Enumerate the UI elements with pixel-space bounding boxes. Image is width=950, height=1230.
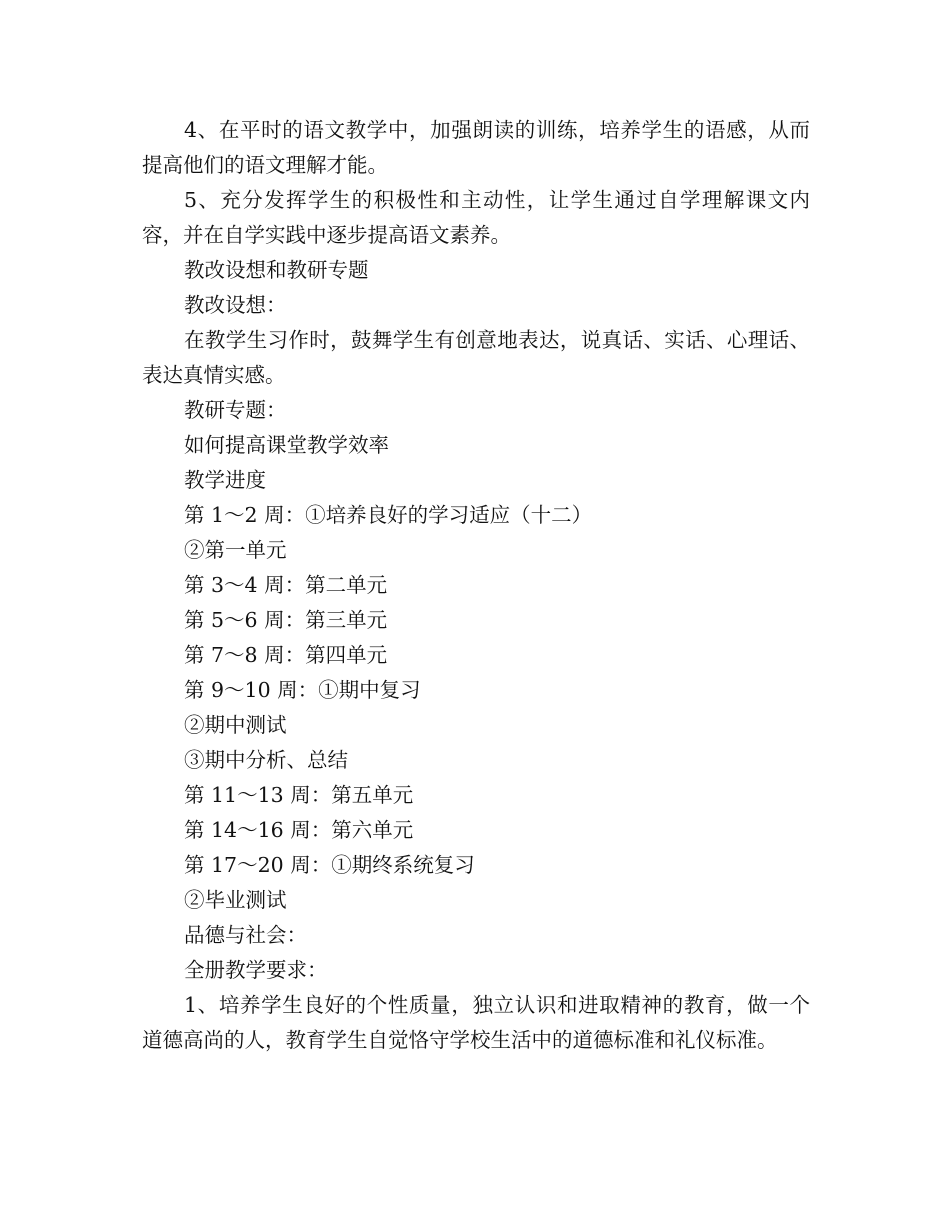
subheading-reform-idea: 教改设想： <box>184 293 287 317</box>
section-heading-reform: 教改设想和教研专题 <box>184 258 369 282</box>
schedule-line: 第 9～10 周：①期中复习 <box>184 678 421 702</box>
subheading-requirements: 全册教学要求： <box>184 958 328 982</box>
schedule-line: ②期中测试 <box>184 713 287 737</box>
schedule-line: 第 7～8 周：第四单元 <box>184 643 388 667</box>
section-heading-schedule: 教学进度 <box>184 468 266 492</box>
schedule-line: 第 11～13 周：第五单元 <box>184 783 414 807</box>
document-page <box>142 113 810 1058</box>
subheading-research-topic: 教研专题： <box>184 398 287 422</box>
schedule-line: ③期中分析、总结 <box>184 748 348 772</box>
schedule-line: 第 14～16 周：第六单元 <box>184 818 414 842</box>
schedule-line: ②毕业测试 <box>184 888 287 912</box>
section-heading-moral-society: 品德与社会： <box>184 923 307 947</box>
paragraph-item-5: 5、充分发挥学生的积极性和主动性，让学生通过自学理解课文内容，并在自学实践中逐步提高语文素养。 <box>142 188 810 247</box>
paragraph-requirement-1: 1、培养学生良好的个性质量，独立认识和进取精神的教育，做一个道德高尚的人，教育学生自觉恪守学校生活中的道德标准和礼仪标准。 <box>142 993 810 1052</box>
schedule-line: 第 3～4 周：第二单元 <box>184 573 388 597</box>
research-topic-text: 如何提高课堂教学效率 <box>184 433 389 457</box>
schedule-line: ②第一单元 <box>184 538 287 562</box>
paragraph-item-4: 4、在平时的语文教学中，加强朗读的训练，培养学生的语感，从而提高他们的语文理解才能。 <box>142 118 810 177</box>
schedule-line: 第 5～6 周：第三单元 <box>184 608 388 632</box>
schedule-line: 第 17～20 周：①期终系统复习 <box>184 853 475 877</box>
paragraph-reform-idea: 在教学生习作时，鼓舞学生有创意地表达，说真话、实话、心理话、表达真情实感。 <box>142 328 810 387</box>
schedule-line: 第 1～2 周：①培养良好的学习适应（十二） <box>184 503 593 527</box>
